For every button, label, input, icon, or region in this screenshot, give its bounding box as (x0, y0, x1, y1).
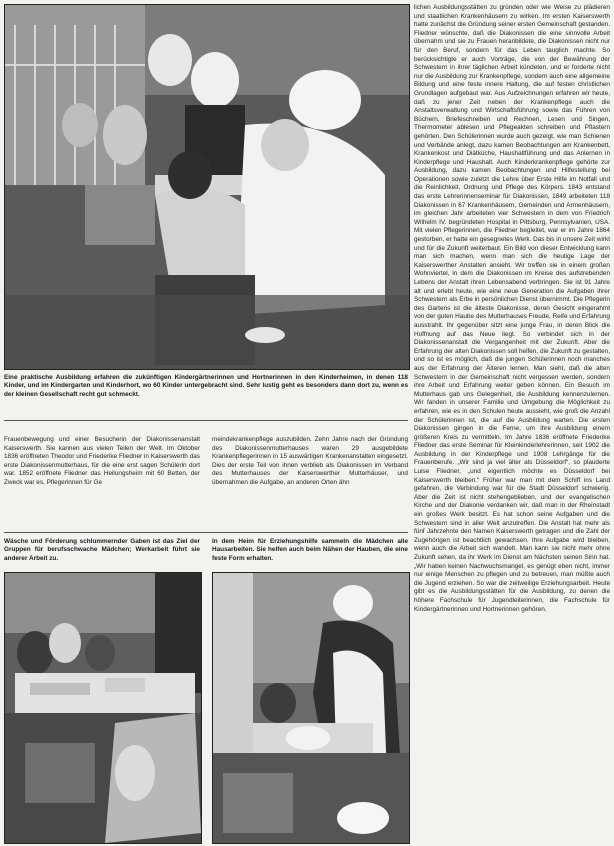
caption-bottom-right: In dem Heim für Erziehungshilfe sammeln die Mädchen alle Hausarbeiten. Sie helfen auch beim Nähen der Hauben, die eine feste Form erhalten. (212, 538, 408, 562)
photo-nursery-meal (4, 4, 410, 370)
text-column-right: lichen Ausbildungsstätten zu gründen oder wie Weise zu plädieren und staatlichen Krankenhäusern zu wirken. Im ersten Kaiserswerth hatte zunächst die Gründung seiner ersten Gemeinschaft gestanden. Fliedner wünschte, daß die Diakonissen die eine sinnvolle Arbeit übernahm und sie zu Frauen heranbildete, die Diakonissen nicht nur für den Beruf, sondern für das Leben tauglich machte. So berücksichtigte er auch Vorträge, die von der Bewährung der Schwestern in ihrer täglichen Arbeit kündeten, und er forderte nicht nur die Ausbildung zur Krankenpflege, sondern auch eine allgemeine Bildung und eine feste innere Haltung, die auf festen christlichen Grundlagen aufgebaut war. Aus Aufzeichnungen erfahren wir heute, daß zu jener Zeit neben der Krankenpflege auch die Anstaltsverwaltung und Wirtschaftsführung sowie das Führen von Büchern, Briefeschreiben und Rechnen, Lesen und Singen, Thermometer ablesen und Pflegeakten schreiben und Pflastern gehörten. Den Schülerinnen wurde auch gezeigt, wie man Schienen und Verbände anlegt, dazu kamen Beobachtungen am Krankenbett, Krankenkost und Diätküche, Haushaltführung und das Anlernen in Kinderpflege und Haushalt. Auch Kinderkrankenpflege gehörte zur Ausbildung, dazu kamen Beobachtungen und Hilfestellung bei Operationen sowie zuletzt die Lehre über Erste Hilfe im Notfall und die Reinlichkeit, Ordnung und Pflege des Körpers. 1843 entstand das erste Lehrerinnenseminar für Diakonissen, 1849 arbeiteten 118 Diakonissen in 67 Krankenhäusern, Gemeinden und Armenhäusern, im gleichen Jahr arbeiteten vier Schwestern in dem von Friedrich Wilhelm IV. begründeten Hospital in Pittsburg, Pennsylvanien, USA. Mit vielen Pflegerinnen, die Fliedner begleitet, war er im Jahre 1864 gestorben, er hatte ein gesegnetes Werk. Das bis in unsere Zeit wirkt und für die Zukunft weiterbaut. Ein Bild von dieser Entwicklung kann man sich machen, wenn man sich die heutige Lage der Kaiserswerther Anstalten ansieht. Wir treffen sie in einem großen Wohnviertel, in dem die Diakonissen im Kreise des aufstrebenden Lebens der Anstalt ihren Lebensabend verbringen. Sie ist 91 Jahre alt und erlebt heute, wie eine neue Generation die Aufgaben ihrer Schwestern als Erbe in persönlichen Dienst übernimmt. Die Pflegerin des Gartens ist die älteste Diakonisse, deren Gesicht eingerahmt von der guten Haube des Mutterhauses Freude, Reife und Erfahrung ausstrahlt. Ihr gegenüber sitzt eine junge Frau, in deren Blick die Hoffnung auf das Neue liegt. So verbindet sich in der Diakonissenanstalt die Vergangenheit mit der Zukunft. Aber die Erfahrung der alten Diakonissen soll helfen, die Zukunft zu gestalten, und so ist es möglich, daß die jungen Schülerinnen noch manches aus der Erfahrung der Älteren lernen. Man sieht, daß die alten Schwestern in der Gemeinschaft nicht vergessen werden, sondern ihre Arbeit und Erfahrung weiter geben können. Ein Besuch im Mutterhaus gab uns Gelegenheit, die Ausbildung kennenzulernen. Wir fanden in unserer Familie und Umgebung die Möglichkeit zu erfahren, wie es in den Schulen heute aussieht, wie groß die Anzahl der Schülerinnen ist, die auf die Ausbildung warten. Die ersten Diakonissen gingen in die Ferne, um ihre Ausbildung einem größeren Kreis zu vermitteln. Im Jahre 1836 eröffnete Friederike Fliedner das erste Seminar für Kleinkinderlehrerinnen, seit 1902 die Ausbildung in der Kinderpflege und 1908 Lehrgänge für die Frauenberufe. „Wir sind ja viel älter als Düsseldorf“, so plauderte Luise Fliedner, „und eigentlich möchte es Düsseldorf bei Kaiserswerth bleiben.“ Früher war man mit dem Schiff ins Land gefahren, die Verbindung war für die Stadt Düsseldorf schwierig. Aber die Zeit ist nicht stehengeblieben, und der evangelischen Kirche und der Diakonie verdanken wir, daß man in der Rheinstadt ein großes Werk besitzt. Es hat schon seine Aufgaben und die Schwestern sind in aller Welt anzutreffen. Die Anstalt hat mehr als fünf Jahrzehnte den Namen Kaiserswerth getragen und die Zahl der Zugehörigen ist beachtlich gewachsen. Ihre Aufgabe wird bleiben, wenn auch die Arbeit sich wandelt. Man kann sie nicht mehr ohne Zukunft sehen, da ihr Werk im Dienst am Nächsten seinen Sinn hat. „Wir haben keinen Nachwuchsmangel, es genügt eben nicht, immer nur einige Menschen zu pflegen und zu betreuen, man müßte auch die Jugend erziehen. So war die zeitweilige Erziehungsarbeit. Heute gibt es die Ausbildungsstätten für die Ausbildung, zu denen die höhere Fachschule für Jugendleiterinnen, die Fachschule für Kindergärtnerinnen und Hortnerinnen gehören. (414, 4, 610, 613)
text-column-mid-left: Frauenbewegung und einer Besucherin der Diakonissenanstalt Kaiserswerth. Sie kannen aus vielen Teilen der Welt. Im Oktober 1836 eröffneten Theodor und Friederike Fliedner in Kaiserswerth das erste Diakonissenmutterhaus, für die eine erst sagen Schülerin dort war. 1852 eröffnete Fliedner das Heilungsheim mit 60 Betten, der Zweck war es, Pflegerinnen für Ge (4, 436, 200, 486)
divider (4, 420, 408, 421)
caption-top: Eine praktische Ausbildung erfahren die zukünftigen Kindergärtnerinnen und Hortnerinnen in den Kinderheimen, in denen 118 Kinder, und im Kindergarten und Kinderhort, wo 60 Kinder untergebracht sind. Sehr lustig geht es besonders dann dort zu, wenn es der kleinen Gesellschaft recht gut schmeckt. (4, 374, 408, 398)
caption-bottom-left: Wäsche und Förderung schlummernder Gaben ist das Ziel der Gruppen für berufsschwache Mädchen; Werkarbeit führt sie anderer Arbeit zu. (4, 538, 200, 562)
photo-girls-handcraft (4, 572, 202, 844)
divider (4, 532, 408, 533)
photo-sewing-bonnets (212, 572, 410, 844)
text-column-mid-right: meindekrankenpflege auszubilden. Zehn Jahre nach der Gründung des Diakonissenmutterhauses waren 29 ausgebildete Krankenpflegerinnen in 15 auswärtigen Krankenanstalten eingesetzt. Dies der erste Teil von ihnen verblieb als Diakonissen im Verband des Mutterhauses der Kaiserswerther Mutterhäuser, und übernahmen die Aufgabe, an anderen Orten ähn (212, 436, 408, 486)
